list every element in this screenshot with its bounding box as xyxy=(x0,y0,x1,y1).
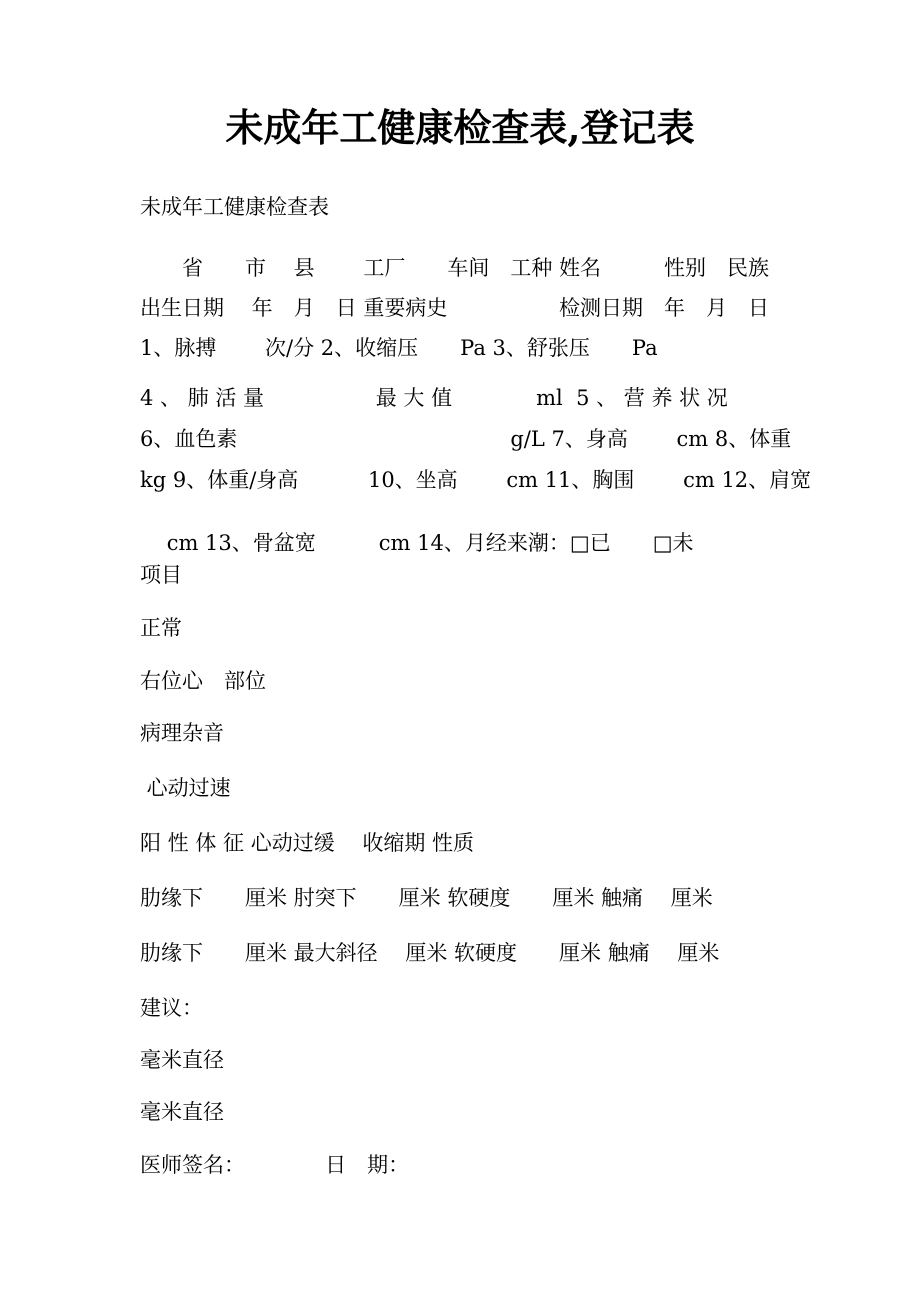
line-dextrocardia-site: 右位心 部位 xyxy=(140,669,266,693)
line-vital-capacity: 4 、 肺 活 量 最 大 值 ml 5 、 营 养 状 况 xyxy=(140,386,728,410)
line-pelvis-menstruation xyxy=(140,509,694,578)
document-title: 未成年工健康检查表,登记表 xyxy=(225,105,695,150)
line-suggestion-label: 建议： xyxy=(140,996,203,1020)
line-doctor-signature-date: 医师签名： 日 期： xyxy=(140,1153,410,1177)
line-normal-label: 正常 xyxy=(140,616,182,640)
line-weight-chest: kg 9、体重/身高 10、坐高 cm 11、胸围 cm 12、肩宽 xyxy=(140,468,812,492)
line-birthdate-history: 出生日期 年 月 日 重要病史 检测日期 年 月 日 xyxy=(140,296,770,320)
line-mm-diameter-1: 毫米直径 xyxy=(140,1048,224,1072)
line-pathological-murmur: 病理杂音 xyxy=(140,721,224,745)
line-pulse-bloodpressure: 1、脉搏 次/分 2、收缩压 Pa 3、舒张压 Pa xyxy=(140,336,658,360)
line-positive-signs: 阳 性 体 征 心动过缓 收缩期 性质 xyxy=(140,831,475,855)
menstruation-label: cm 13、骨盆宽 cm 14、月经来潮： xyxy=(166,531,570,555)
line-item-label: 项目 xyxy=(140,563,182,587)
line-spleen-measurements: 肋缘下 厘米 最大斜径 厘米 软硬度 厘米 触痛 厘米 xyxy=(140,941,720,965)
line-tachycardia: 心动过速 xyxy=(140,776,231,800)
checkbox-already-icon: □已 xyxy=(569,531,611,555)
checkbox-not-yet-icon: □未 xyxy=(652,531,694,555)
line-hemoglobin-height: 6、血色素 g/L 7、身高 cm 8、体重 xyxy=(140,427,792,451)
subtitle-form-name: 未成年工健康检查表 xyxy=(140,195,329,219)
line-mm-diameter-2: 毫米直径 xyxy=(140,1100,224,1124)
line-liver-measurements: 肋缘下 厘米 肘突下 厘米 软硬度 厘米 触痛 厘米 xyxy=(140,886,713,910)
line-location-identity: 省 市 县 工厂 车间 工种 姓名 性别 民族 xyxy=(140,256,770,280)
